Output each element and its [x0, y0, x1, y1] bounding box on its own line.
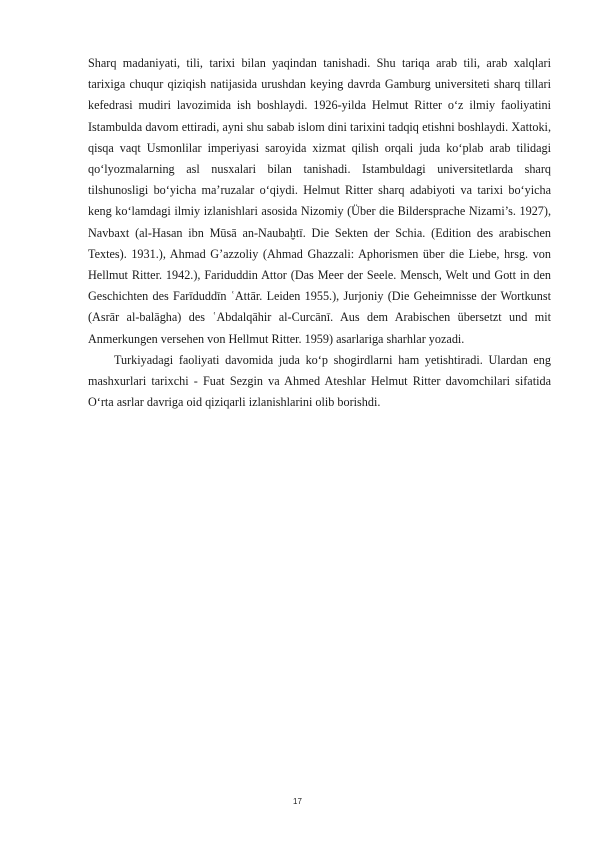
- body-text: [88, 53, 551, 413]
- page-number: 17: [293, 797, 302, 806]
- paragraph-1: Sharq madaniyati, tili, tarixi bilan yaqindan tanishadi. Shu tariqa arab tili, arab xalqlari tarixiga chuqur qiziqish natijasida urushdan keying davrda Gamburg universiteti sharq tillari kefedrasi mudiri lavozimida ish boshlaydi. 1926-yilda Helmut Ritter o‘z ilmiy faoliyatini Istambulda davom ettiradi, ayni shu sabab islom dini tarixini tadqiq etishni boshlaydi. Xattoki, qisqa vaqt Usmonlilar imperiyasi saroyida xizmat qilish orqali juda ko‘plab arab tilidagi qo‘lyozmalarning asl nusxalari bilan tanishadi. Istambuldagi universitetlarda sharq tilshunosligi bo‘yicha ma’ruzalar o‘qiydi. Helmut Ritter sharq adabiyoti va tarixi bo‘yicha keng ko‘lamdagi ilmiy izlanishlari asosida Nizomiy (Über die Bildersprache Nizami’s. 1927), Navbaxt (al-Hasan ibn Mūsā an-Naubaḫtī. Die Sekten der Schia. (Edition des arabischen Textes). 1931.), Ahmad G’azzoliy (Ahmad Ghazzali: Aphorismen über die Liebe, hrsg. von Hellmut Ritter. 1942.), Fariduddin Attor (Das Meer der Seele. Mensch, Welt und Gott in den Geschichten des Farīduddīn ʿAttār. Leiden 1955.), Jurjoniy (Die Geheimnisse der Wortkunst (Asrār al-balāgha) des ʿAbdalqāhir al-Curcānī. Aus dem Arabischen übersetzt und mit Anmerkungen versehen von Hellmut Ritter. 1959) asarlariga sharhlar yozadi.: [88, 56, 551, 346]
- paragraph-2: Turkiyadagi faoliyati davomida juda ko‘p shogirdlarni ham yetishtiradi. Ulardan eng mashxurlari tarixchi - Fuat Sezgin va Ahmed Ateshlar Helmut Ritter davomchilari sifatida O‘rta asrlar davriga oid qiziqarli izlanishlarini olib borishdi.: [88, 352, 551, 410]
